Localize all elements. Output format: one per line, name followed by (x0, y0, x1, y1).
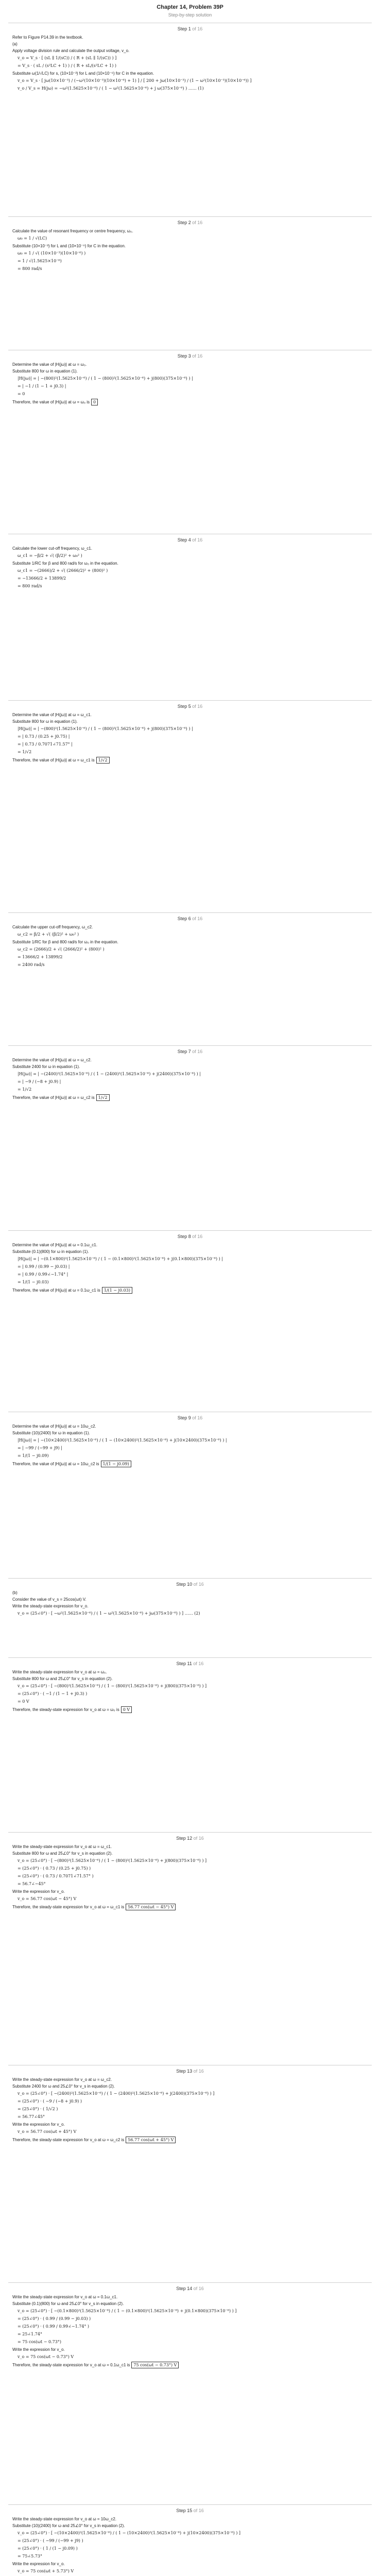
equation: v_o = (25∠0°) · [ −(0.1×800)²(1.5625×10⁻⁶) / ( 1 − (0.1×800)²(1.5625×10⁻⁶) + j(0.1×800)(375×10⁻⁶) ) ] (18, 2309, 237, 2313)
solution-step (8, 1412, 372, 1578)
text-line: Determine the value of |H(jω)| at ω = ω_c2. (12, 1058, 92, 1062)
solution-step (8, 2504, 372, 2576)
conclusion-line (12, 1094, 368, 1101)
step-of: of 16 (192, 537, 203, 543)
text-line: Substitute 1/RC for β and 800 rad/s for ω₀ in the equation. (12, 940, 118, 944)
boxed-answer: 1/√2 (96, 1094, 110, 1101)
equation: = | 0.73 / 0.7071∠71.57° | (18, 742, 73, 747)
solution-step (8, 1230, 372, 1412)
step-of: of 16 (192, 26, 203, 31)
text-line: Substitute 1/RC for β and 800 rad/s for ω₀ in the equation. (12, 561, 118, 566)
step-of: of 16 (192, 353, 203, 359)
conclusion-line (12, 1461, 368, 1467)
step-number: Step 2 (177, 220, 191, 225)
text-line: Write the expression for v_o. (12, 2562, 65, 2566)
equation: v_o = (25∠0°) · [ −(800)²(1.5625×10⁻⁶) / ( 1 − (800)²(1.5625×10⁻⁶) + j(800)(375×10⁻⁶) ) ] (18, 1684, 207, 1688)
page-title: Chapter 14, Problem 39P (157, 4, 223, 10)
step-number: Step 12 (176, 1836, 193, 1841)
step-number: Step 1 (177, 26, 191, 31)
text-line: Substitute (0.1)(800) for ω in equation (1). (12, 1249, 89, 1254)
text-line: Substitute 800 for ω in equation (1). (12, 369, 78, 374)
equation: |H(jω)| = | −(2400)²(1.5625×10⁻⁶) / ( 1 − (2400)²(1.5625×10⁻⁶) + j(2400)(375×10⁻⁶) ) | (18, 1072, 201, 1076)
equation: = 2400 rad/s (18, 962, 45, 967)
text-line: Substitute 2400 for ω in equation (1). (12, 1064, 80, 1069)
step-label (12, 2508, 368, 2513)
solution-step (8, 1578, 372, 1657)
equation: = (25∠0°) · ( 0.99 / (0.99 − j0.03) ) (18, 2316, 91, 2321)
equation: = V_s · ( sL / (s²LC + 1) ) / ( R + sL/(s²LC + 1) ) (18, 63, 117, 68)
conclusion-text: Therefore, the steady-state expression for v_o at ω = ω_c1 is (12, 1905, 125, 1909)
equation: = 1 / √(1.5625×10⁻⁶) (18, 259, 62, 263)
conclusion-text: Therefore, the steady-state expression for v_o at ω = ω_c2 is (12, 2138, 125, 2142)
step-of: of 16 (192, 220, 203, 225)
text-line: Write the steady-state expression for v_o at ω = 10ω_c2. (12, 2517, 116, 2521)
step-label (12, 704, 368, 709)
equation: |H(jω)| = | −(10×2400)²(1.5625×10⁻⁶) / ( 1 − (10×2400)²(1.5625×10⁻⁶) + j(10×2400)(375×10⁻⁶) ) | (18, 1438, 227, 1443)
boxed-answer: 1/(1 − j0.09) (101, 1461, 131, 1467)
solution-step (8, 1045, 372, 1230)
equation: = 25∠1.74° (18, 2332, 42, 2336)
step-of: of 16 (193, 1661, 204, 1666)
conclusion-line (12, 1287, 368, 1294)
solution-step (8, 534, 372, 700)
conclusion-text: Therefore, the value of |H(jω)| at ω = 0.1ω_c1 is (12, 1288, 100, 1293)
text-line: Substitute (10×10⁻³) for L and (10×10⁻⁶) for C in the equation. (12, 244, 126, 248)
step-label (12, 2286, 368, 2291)
step-of: of 16 (193, 2286, 204, 2291)
solution-step (8, 912, 372, 1045)
text-line: Calculate the upper cut-off frequency, ω_c2. (12, 925, 93, 929)
text-line: Write the expression for v_o. (12, 1889, 65, 1894)
text-line: Write the steady-state expression for v_o at ω = ω_c1. (12, 1844, 112, 1849)
equation: = 1/√2 (18, 1087, 32, 1092)
step-label (12, 353, 368, 359)
solution-step (8, 2282, 372, 2504)
equation: = (25∠0°) · ( −9 / (−8 + j0.9) ) (18, 2099, 82, 2104)
equation: v_o = V_s · [ (sL ∥ 1/(sC)) / ( R + (sL ∥ 1/(sC)) ) ] (18, 56, 117, 60)
boxed-answer: 1/(1 − j0.03) (102, 1287, 132, 1294)
conclusion-text: Therefore, the value of |H(jω)| at ω = ω_c2 is (12, 1095, 95, 1100)
step-of: of 16 (192, 1415, 203, 1420)
text-line: Calculate the value of resonant frequency or centre frequency, ω₀. (12, 229, 133, 233)
step-number: Step 15 (176, 2508, 193, 2513)
solution-step (8, 216, 372, 350)
equation: = (25∠0°) · ( −1 / (1 − 1 + j0.3) ) (18, 1691, 88, 1696)
step-label (12, 1836, 368, 1841)
text-line: Substitute 2400 for ω and 25∠0° for v_s in equation (2). (12, 2084, 115, 2089)
equation: = 0 V (18, 1699, 29, 1704)
step-label (12, 1661, 368, 1666)
text-line: Apply voltage division rule and calculate the output voltage, v_o. (12, 48, 130, 53)
step-label (12, 1582, 368, 1587)
text-line: (a) (12, 42, 18, 46)
equation: = 1/√2 (18, 750, 32, 754)
solution-step (8, 23, 372, 216)
equation: v_o = (25∠0°) · [ −(800)²(1.5625×10⁻⁶) / ( 1 − (800)²(1.5625×10⁻⁶) + j(800)(375×10⁻⁶) ) ] (18, 1858, 207, 1863)
equation: = −13666/2 + 13899/2 (18, 576, 66, 581)
equation: = 13666/2 + 13899/2 (18, 955, 63, 959)
equation: v_o = 75 cos(ωt − 0.73°) V (18, 2354, 74, 2359)
equation: v_o = (25∠0°) · [ −(2400)²(1.5625×10⁻⁶) / ( 1 − (2400)²(1.5625×10⁻⁶) + j(2400)(375×10⁻⁶) ) ] (18, 2091, 215, 2096)
equation: = | 0.73 / (0.25 + j0.75) | (18, 734, 70, 739)
text-line: Determine the value of |H(jω)| at ω = 10ω_c2. (12, 1424, 96, 1429)
text-line: Determine the value of |H(jω)| at ω = ω₀. (12, 362, 87, 367)
equation: |H(jω)| = | −(800)²(1.5625×10⁻⁶) / ( 1 − (800)²(1.5625×10⁻⁶) + j(800)(375×10⁻⁶) ) | (18, 726, 193, 731)
equation: = | −9 / (−8 + j0.9) | (18, 1079, 61, 1084)
step-of: of 16 (193, 1836, 204, 1841)
conclusion-line (12, 757, 368, 764)
step-label (12, 220, 368, 225)
step-of: of 16 (193, 2069, 204, 2074)
step-of: of 16 (192, 704, 203, 709)
step-number: Step 5 (177, 704, 191, 709)
step-number: Step 14 (176, 2286, 193, 2291)
equation: v_o / V_s = H(jω) = −ω²(1.5625×10⁻⁶) / ( 1 − ω²(1.5625×10⁻⁶) + j ω(375×10⁻⁶) ) …… (1) (18, 86, 204, 91)
step-label (12, 26, 368, 31)
conclusion-line (12, 1706, 368, 1713)
equation: v_o = 56.77 cos(ωt − 45°) V (18, 1896, 77, 1901)
boxed-answer: 56.77 cos(ωt − 45°) V (126, 1904, 176, 1910)
conclusion-line (12, 1904, 368, 1910)
step-of: of 16 (193, 1582, 204, 1587)
text-line: Determine the value of |H(jω)| at ω = ω_c1. (12, 713, 92, 717)
boxed-answer: 0 V (121, 1706, 132, 1713)
step-label (12, 2069, 368, 2074)
text-line: Consider the value of v_s = 25cos(ωt) V. (12, 1597, 87, 1602)
solution-step (8, 350, 372, 534)
step-number: Step 11 (176, 1661, 192, 1666)
text-line: (b) (12, 1590, 18, 1595)
page-header (0, 0, 380, 23)
text-line: Substitute 800 for ω and 25∠0° for v_s in equation (2). (12, 1851, 113, 1856)
step-number: Step 10 (176, 1582, 193, 1587)
equation: |H(jω)| = | −(800)²(1.5625×10⁻⁶) / ( 1 − (800)²(1.5625×10⁻⁶) + j(800)(375×10⁻⁶) ) | (18, 376, 193, 381)
step-number: Step 6 (177, 916, 191, 921)
equation: = | 0.99 / (0.99 − j0.03) | (18, 1264, 70, 1269)
conclusion-text: Therefore, the value of |H(jω)| at ω = ω₀ is (12, 400, 90, 404)
equation: = 800 rad/s (18, 584, 42, 588)
text-line: Substitute ω(1/√LC) for s, (10×10⁻³) for L and (10×10⁻⁶) for C in the equation. (12, 71, 154, 76)
equation: = 75∠5.73° (18, 2554, 42, 2558)
text-line: Write the expression for v_o. (12, 2347, 65, 2352)
boxed-answer: 0 (91, 399, 98, 405)
equation: v_o = V_s · [ jω(10×10⁻³) / (−ω²(10×10⁻³)(10×10⁻⁶) + 1) ] / [ 200 + jω(10×10⁻³) / (1 − ω²(10×10⁻³)(10×10⁻⁶)) ] (18, 78, 252, 83)
equation: ω_c2 = β/2 + √( (β/2)² + ω₀² ) (18, 932, 79, 937)
boxed-answer: 1/√2 (96, 757, 110, 764)
step-of: of 16 (192, 1049, 203, 1054)
equation: = (25∠0°) · ( 0.99 / 0.99∠−1.74° ) (18, 2324, 90, 2329)
text-line: Write the expression for v_o. (12, 2122, 65, 2127)
equation: v_o = 75 cos(ωt + 5.73°) V (18, 2569, 74, 2573)
equation: = 1/(1 − j0.03) (18, 1280, 49, 1284)
text-line: Substitute (10)(2400) for ω and 25∠0° for v_s in equation (2). (12, 2523, 125, 2528)
text-line: Substitute 800 for ω and 25∠0° for v_s in equation (2). (12, 1676, 113, 1681)
conclusion-line (12, 399, 368, 405)
step-number: Step 9 (177, 1415, 191, 1420)
text-line: Determine the value of |H(jω)| at ω = 0.1ω_c1. (12, 1243, 97, 1247)
solution-step (8, 1657, 372, 1832)
equation: ω_c2 = (2666)/2 + √( (2666/2)² + (800)² ) (18, 947, 105, 952)
boxed-answer: 75 cos(ωt − 0.73°) V (131, 2362, 179, 2368)
step-label (12, 1415, 368, 1420)
equation: = | 0.99 / 0.99∠−1.74° | (18, 1272, 68, 1277)
text-line: Refer to Figure P14.39 in the textbook. (12, 35, 83, 40)
equation: = 0 (18, 392, 25, 396)
text-line: Calculate the lower cut-off frequency, ω_c1. (12, 546, 92, 551)
equation: = 75 cos(ωt − 0.73°) (18, 2340, 61, 2344)
step-number: Step 3 (177, 353, 191, 359)
conclusion-line (12, 2362, 368, 2368)
step-label (12, 916, 368, 921)
steps-container (0, 23, 380, 2576)
step-label (12, 537, 368, 543)
equation: = | −99 / (−99 + j9) | (18, 1446, 62, 1450)
equation: v_o = 56.77 cos(ωt + 45°) V (18, 2129, 77, 2134)
text-line: Substitute (0.1)(800) for ω and 25∠0° for v_s in equation (2). (12, 2301, 124, 2306)
equation: = 56.77∠45° (18, 2114, 45, 2119)
conclusion-line (12, 2137, 368, 2143)
page-subtitle: Step-by-step solution (168, 12, 212, 18)
step-of: of 16 (192, 1234, 203, 1239)
equation: ω_c1 = −(2666)/2 + √( (2666/2)² + (800)² ) (18, 568, 108, 573)
text-line: Write the steady-state expression for v_o at ω = 0.1ω_c1. (12, 2295, 118, 2299)
step-number: Step 8 (177, 1234, 191, 1239)
equation: = (25∠0°) · ( 0.73 / 0.7071∠71.57° ) (18, 1874, 94, 1878)
equation: = (25∠0°) · ( 1/√2 ) (18, 2107, 58, 2111)
equation: |H(jω)| = | −(0.1×800)²(1.5625×10⁻⁶) / ( 1 − (0.1×800)²(1.5625×10⁻⁶) + j(0.1×800)(375×10⁻⁶) ) | (18, 1257, 223, 1261)
step-label (12, 1234, 368, 1239)
text-line: Write the steady-state expression for v_o. (12, 1604, 89, 1608)
step-label (12, 1049, 368, 1054)
text-line: Substitute (10)(2400) for ω in equation (1). (12, 1431, 90, 1435)
step-number: Step 7 (177, 1049, 191, 1054)
step-of: of 16 (193, 2508, 204, 2513)
equation: = (25∠0°) · ( 0.73 / (0.25 + j0.75) ) (18, 1866, 91, 1871)
step-of: of 16 (192, 916, 203, 921)
step-number: Step 13 (176, 2069, 193, 2074)
solution-step (8, 2065, 372, 2282)
text-line: Substitute 800 for ω in equation (1). (12, 719, 78, 724)
equation: = 1/(1 − j0.09) (18, 1453, 49, 1458)
text-line: Write the steady-state expression for v_o at ω = ω_c2. (12, 2077, 112, 2082)
equation: = 800 rad/s (18, 266, 42, 271)
equation: = | −1 / (1 − 1 + j0.3) | (18, 384, 66, 388)
conclusion-text: Therefore, the steady-state expression for v_o at ω = ω₀ is (12, 1707, 119, 1712)
equation: ω_c1 = −β/2 + √( (β/2)² + ω₀² ) (18, 553, 82, 558)
solution-step (8, 1832, 372, 2065)
conclusion-text: Therefore, the value of |H(jω)| at ω = ω_c1 is (12, 758, 95, 762)
step-number: Step 4 (177, 537, 191, 543)
solution-step (8, 700, 372, 912)
equation: = (25∠0°) · ( 1 / (1 − j0.09) ) (18, 2546, 78, 2551)
equation: ω₀ = 1 / √(LC) (18, 236, 47, 241)
equation: v_o = (25∠0°) · [ −ω²(1.5625×10⁻⁶) / ( 1 − ω²(1.5625×10⁻⁶) + jω(375×10⁻⁶) ) ] …… (2) (18, 1611, 200, 1616)
equation: = 56.7∠−45° (18, 1882, 46, 1886)
conclusion-text: Therefore, the steady-state expression for v_o at ω = 0.1ω_c1 is (12, 2363, 130, 2367)
boxed-answer: 56.77 cos(ωt + 45°) V (126, 2137, 176, 2143)
equation: = (25∠0°) · ( −99 / (−99 + j9) ) (18, 2538, 83, 2543)
equation: v_o = (25∠0°) · [ −(10×2400)²(1.5625×10⁻⁶) / ( 1 − (10×2400)²(1.5625×10⁻⁶) + j(10×2400)(375×10⁻⁶) ) ] (18, 2531, 241, 2535)
conclusion-text: Therefore, the value of |H(jω)| at ω = 10ω_c2 is (12, 1462, 99, 1466)
equation: ω₀ = 1 / √( (10×10⁻³)(10×10⁻⁶) ) (18, 251, 86, 256)
text-line: Write the steady-state expression for v_o at ω = ω₀. (12, 1670, 107, 1674)
